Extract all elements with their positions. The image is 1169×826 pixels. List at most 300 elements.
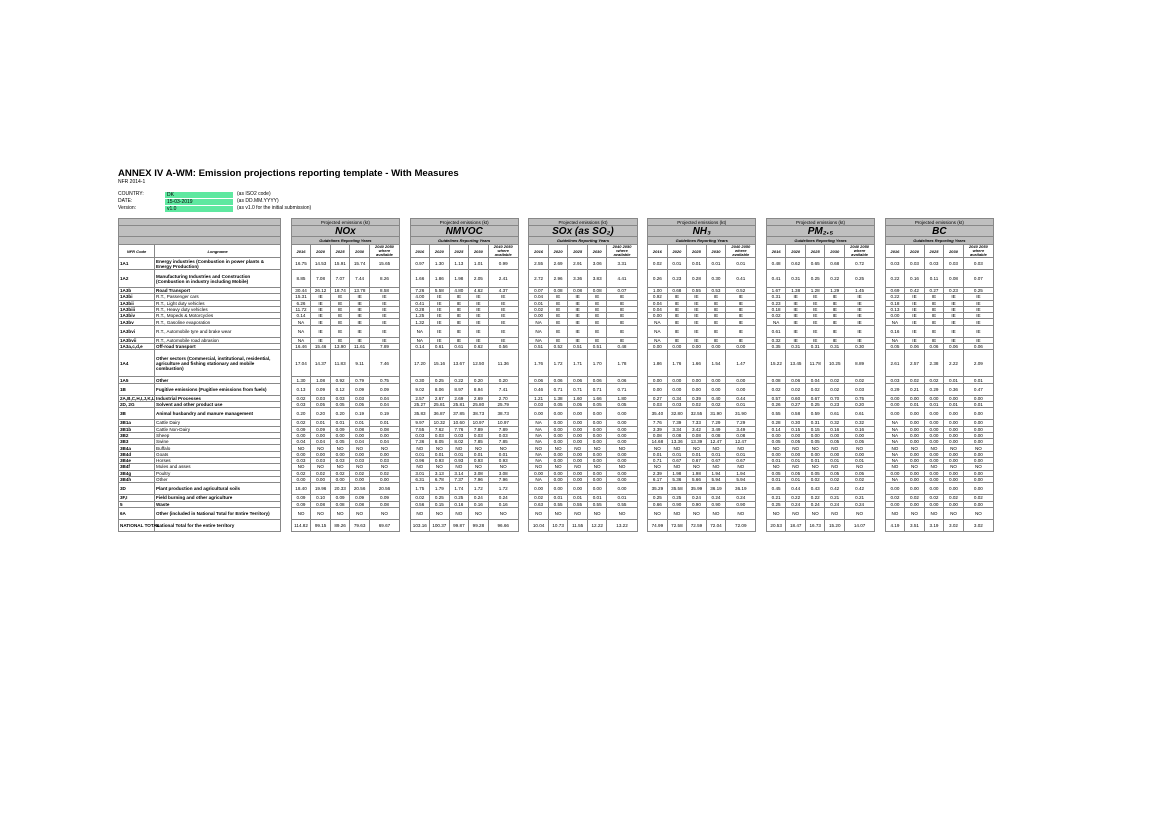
emission-value: 0.20 — [845, 401, 875, 407]
emission-value: 0.03 — [529, 401, 549, 407]
emission-value: 0.02 — [924, 495, 944, 501]
emission-value: 0.61 — [845, 408, 875, 420]
emission-value: IE — [726, 306, 756, 312]
emission-value: 32.80 — [667, 408, 687, 420]
meta-label: DATE: — [118, 198, 133, 204]
emission-value: 13.36 — [667, 439, 687, 445]
emission-value: 0.00 — [944, 432, 964, 438]
emission-value: NO — [587, 464, 607, 470]
emission-value: 0.30 — [786, 420, 806, 426]
emission-value: NO — [330, 464, 350, 470]
emission-value: 0.06 — [905, 344, 925, 350]
emission-value: 72.04 — [706, 519, 726, 531]
emission-value: 0.02 — [369, 470, 399, 476]
emission-value: NO — [766, 464, 786, 470]
nfr-code: 1A4 — [119, 350, 155, 377]
year-header: 2040 2050 where available — [607, 245, 637, 258]
emission-value: 0.92 — [648, 294, 668, 300]
emission-value: 0.66 — [648, 501, 668, 507]
emission-value: 0.00 — [587, 408, 607, 420]
emission-value: IE — [449, 337, 469, 343]
emission-value: 10.97 — [469, 420, 489, 426]
emission-value: 0.00 — [568, 476, 588, 482]
emission-value: 0.30 — [410, 377, 430, 383]
emission-value: IE — [963, 294, 993, 300]
year-header: 2030 — [944, 245, 964, 258]
emission-value: 1.29 — [825, 288, 845, 294]
emission-value: 0.03 — [924, 258, 944, 270]
emission-value: 12.22 — [587, 519, 607, 531]
meta-row — [118, 198, 994, 205]
emission-value: 0.05 — [805, 439, 825, 445]
emission-value: 0.06 — [786, 377, 806, 383]
emission-value: IE — [607, 294, 637, 300]
emission-value: IE — [805, 294, 825, 300]
gap-cell — [756, 483, 767, 495]
longname: Other — [155, 377, 281, 383]
gap-cell — [281, 383, 292, 395]
emission-value: IE — [568, 306, 588, 312]
emission-value: 13.39 — [687, 439, 707, 445]
emission-value: 0.08 — [369, 426, 399, 432]
emission-value: 0.04 — [311, 439, 331, 445]
emission-value: 0.00 — [350, 476, 370, 482]
emission-value: 0.00 — [548, 470, 568, 476]
meta-value[interactable]: v1.0 — [165, 206, 233, 212]
emission-value: 0.03 — [648, 401, 668, 407]
emission-value: 0.00 — [963, 501, 993, 507]
emission-value: IE — [488, 325, 518, 337]
emission-value: 0.00 — [963, 451, 993, 457]
emission-value: 0.03 — [963, 258, 993, 270]
emission-value: 0.25 — [648, 495, 668, 501]
emission-value: 0.04 — [291, 439, 311, 445]
emission-value: 4.37 — [488, 288, 518, 294]
emission-value: NO — [410, 445, 430, 451]
emission-value: IE — [944, 306, 964, 312]
emission-value: 0.05 — [845, 439, 875, 445]
emission-value: 0.09 — [291, 426, 311, 432]
emission-value: 3.83 — [587, 270, 607, 288]
emission-value: 0.01 — [825, 458, 845, 464]
emission-value: NO — [369, 507, 399, 519]
emission-value: 0.57 — [766, 395, 786, 401]
emission-value: IE — [825, 294, 845, 300]
emission-value: 9.11 — [350, 350, 370, 377]
nfr-code-header: NFR Code — [119, 245, 155, 258]
longname: Other sectors (Commercial, institutional, residential, agriculture and fishing stationary and mobile combustion) — [155, 350, 281, 377]
emission-value: 5.66 — [687, 476, 707, 482]
emission-value: 35.40 — [648, 408, 668, 420]
emission-value: 0.05 — [607, 401, 637, 407]
emission-value: IE — [924, 300, 944, 306]
emission-value: 0.00 — [607, 408, 637, 420]
emission-value: 0.20 — [291, 408, 311, 420]
emission-value: IE — [687, 325, 707, 337]
emission-value: NO — [587, 445, 607, 451]
emission-value: 0.00 — [924, 420, 944, 426]
emission-value: 6.31 — [410, 476, 430, 482]
emission-value: 0.00 — [548, 476, 568, 482]
emission-value: IE — [825, 306, 845, 312]
gap-cell — [637, 237, 648, 245]
emission-value: IE — [469, 319, 489, 325]
emission-value: 1.60 — [568, 395, 588, 401]
emission-value: 6.17 — [648, 476, 668, 482]
emission-value: 0.01 — [963, 401, 993, 407]
emission-value: 0.48 — [607, 344, 637, 350]
emission-value: 0.03 — [330, 395, 350, 401]
emission-value: 79.63 — [350, 519, 370, 531]
emission-value: 0.71 — [607, 383, 637, 395]
emission-value: 0.07 — [529, 288, 549, 294]
emission-value: NO — [766, 507, 786, 519]
gap-cell — [875, 519, 886, 531]
emission-value: IE — [924, 306, 944, 312]
emission-value: IE — [568, 313, 588, 319]
nfr-code: 3B4e — [119, 458, 155, 464]
emission-value: NO — [548, 507, 568, 519]
emission-value: 7.46 — [369, 350, 399, 377]
emission-value: 3.51 — [905, 519, 925, 531]
emission-value: 32.55 — [687, 408, 707, 420]
emission-value: IE — [667, 306, 687, 312]
emission-value: IE — [607, 337, 637, 343]
emission-value: 4.80 — [449, 288, 469, 294]
emission-value: IE — [805, 337, 825, 343]
emission-value: NO — [924, 507, 944, 519]
emission-value: NA — [885, 426, 905, 432]
emission-value: 0.03 — [944, 258, 964, 270]
gap-cell — [281, 219, 292, 226]
emission-value: 0.00 — [825, 451, 845, 457]
emission-value: 0.03 — [905, 258, 925, 270]
emission-value: 0.00 — [607, 426, 637, 432]
emission-value: 0.09 — [330, 426, 350, 432]
table-row — [119, 519, 994, 531]
emission-value: 0.00 — [944, 476, 964, 482]
projected-emissions-label: Projected emissions (kt) — [766, 219, 874, 226]
emission-value: 1.25 — [410, 313, 430, 319]
gap-cell — [637, 226, 648, 237]
emission-value: 13.45 — [786, 350, 806, 377]
emission-value: 0.00 — [607, 451, 637, 457]
emission-value: NA — [885, 458, 905, 464]
emission-value: NA — [885, 319, 905, 325]
emission-value: IE — [687, 306, 707, 312]
nfr-code: 1A3b — [119, 288, 155, 294]
gap-cell — [756, 383, 767, 395]
emission-value: 0.02 — [845, 377, 875, 383]
emission-value: 3.49 — [726, 426, 756, 432]
emission-value: 0.02 — [529, 306, 549, 312]
emission-value: 0.29 — [885, 383, 905, 395]
longname: Animal husbandry and manure management — [155, 408, 281, 420]
emission-value: 0.03 — [369, 458, 399, 464]
emission-value: NA — [648, 319, 668, 325]
emission-value: 0.08 — [726, 432, 756, 438]
emission-value: 74.99 — [648, 519, 668, 531]
emission-value: 4.62 — [469, 288, 489, 294]
emission-value: 0.18 — [766, 306, 786, 312]
year-header: 2025 — [687, 245, 707, 258]
emission-value: 0.25 — [845, 270, 875, 288]
emission-value: 3.02 — [944, 519, 964, 531]
emission-value: 0.21 — [845, 495, 875, 501]
emission-value: 5.94 — [726, 476, 756, 482]
gap-cell — [518, 245, 529, 258]
gap-cell — [518, 383, 529, 395]
gap-cell — [518, 519, 529, 531]
emission-value: 0.00 — [885, 483, 905, 495]
emission-value: 0.00 — [905, 426, 925, 432]
emission-value: 0.13 — [291, 383, 311, 395]
emission-value: 7.76 — [648, 420, 668, 426]
nfr-code: 1A3bii — [119, 300, 155, 306]
emission-value: NO — [469, 507, 489, 519]
emission-value: 9.02 — [410, 383, 430, 395]
nfr-code: 3B2 — [119, 432, 155, 438]
emission-value: 0.03 — [291, 401, 311, 407]
emission-value: NO — [548, 464, 568, 470]
longname: Poultry — [155, 470, 281, 476]
emission-value: 0.62 — [786, 258, 806, 270]
emission-value: 0.31 — [786, 344, 806, 350]
emission-value: 72.09 — [726, 519, 756, 531]
emission-value: 0.01 — [805, 458, 825, 464]
emission-value: 0.09 — [291, 495, 311, 501]
emission-value: 0.00 — [726, 344, 756, 350]
emission-value: 1.75 — [410, 483, 430, 495]
emission-value: 0.24 — [687, 495, 707, 501]
emission-value: NO — [667, 507, 687, 519]
emission-value: IE — [726, 313, 756, 319]
gap-cell — [518, 237, 529, 245]
emission-value: 0.99 — [488, 258, 518, 270]
emission-value: 3.01 — [410, 470, 430, 476]
emission-value: 0.27 — [648, 395, 668, 401]
emission-value: IE — [805, 313, 825, 319]
emission-value: 0.01 — [469, 451, 489, 457]
emission-value: 3.39 — [648, 426, 668, 432]
emission-value: 0.00 — [311, 476, 331, 482]
emission-value: 0.97 — [410, 258, 430, 270]
emission-value: 0.16 — [905, 270, 925, 288]
emission-value: NO — [311, 464, 331, 470]
emission-value: IE — [963, 306, 993, 312]
emission-value: IE — [568, 325, 588, 337]
emission-value: 0.00 — [924, 426, 944, 432]
year-header: 2016 — [885, 245, 905, 258]
emission-value: 0.24 — [786, 501, 806, 507]
year-header: 2016 — [648, 245, 668, 258]
emission-value: 12.47 — [726, 439, 756, 445]
emission-value: 0.04 — [350, 439, 370, 445]
emission-value: IE — [587, 337, 607, 343]
emission-value: 0.01 — [706, 451, 726, 457]
gap-cell — [281, 270, 292, 288]
emission-value: 0.00 — [330, 451, 350, 457]
emission-value: 0.42 — [825, 483, 845, 495]
year-header: 2030 — [469, 245, 489, 258]
emission-value: 0.02 — [825, 377, 845, 383]
emission-value: 0.08 — [944, 270, 964, 288]
emission-value: IE — [430, 313, 450, 319]
emission-value: 2.69 — [449, 395, 469, 401]
emission-value: 0.21 — [825, 495, 845, 501]
emission-value: 0.01 — [311, 420, 331, 426]
emission-value: 3.13 — [430, 470, 450, 476]
emission-value: IE — [587, 313, 607, 319]
emission-value: 0.23 — [667, 270, 687, 288]
emission-value: 7.76 — [449, 426, 469, 432]
emission-value: 4.41 — [607, 270, 637, 288]
nfr-code: 3B4f — [119, 464, 155, 470]
emission-value: 0.00 — [311, 451, 331, 457]
emission-value: NO — [330, 507, 350, 519]
emission-value: 0.00 — [924, 470, 944, 476]
nfr-code: 3B1a — [119, 420, 155, 426]
emission-value: 0.32 — [825, 420, 845, 426]
emission-value: 25.79 — [488, 401, 518, 407]
emission-value: 15.16 — [430, 350, 450, 377]
emission-value: 0.03 — [449, 432, 469, 438]
emission-value: IE — [944, 300, 964, 306]
emission-value: 0.96 — [410, 458, 430, 464]
emission-value: 1.13 — [449, 258, 469, 270]
emission-value: 0.25 — [449, 495, 469, 501]
emission-value: 0.05 — [587, 401, 607, 407]
emission-value: 0.01 — [786, 458, 806, 464]
emission-value: 0.00 — [568, 439, 588, 445]
projected-emissions-label: Projected emissions (kt) — [885, 219, 993, 226]
emission-value: 10.60 — [449, 420, 469, 426]
meta-value[interactable]: DK — [165, 192, 233, 198]
emission-value: 0.00 — [905, 470, 925, 476]
emission-value: NO — [648, 445, 668, 451]
emission-value: 6.78 — [430, 476, 450, 482]
emission-value: 0.16 — [488, 501, 518, 507]
emission-value: NO — [905, 464, 925, 470]
emission-value: IE — [548, 294, 568, 300]
emission-value: IE — [548, 319, 568, 325]
emission-value: 1.01 — [469, 258, 489, 270]
nfr-version: NFR 2014-1 — [118, 179, 146, 185]
emission-value: 0.51 — [568, 344, 588, 350]
emission-value: 0.05 — [330, 439, 350, 445]
gap-cell — [400, 507, 411, 519]
nfr-code: 3B3 — [119, 439, 155, 445]
emission-value: 1.76 — [667, 350, 687, 377]
emission-value: 0.02 — [963, 495, 993, 501]
header-row-pollutant — [119, 226, 994, 237]
emission-value: 0.15 — [805, 426, 825, 432]
guidelines-label: Guidelines Reporting Years — [410, 237, 518, 245]
emission-value: IE — [488, 294, 518, 300]
emission-value: 14.37 — [311, 350, 331, 377]
emission-value: 2.09 — [963, 350, 993, 377]
emission-value: 0.00 — [607, 476, 637, 482]
emission-value: 0.02 — [529, 495, 549, 501]
emission-value: NO — [449, 507, 469, 519]
projected-emissions-label: Projected emissions (kt) — [648, 219, 756, 226]
table-row — [119, 507, 994, 519]
emission-value: 0.01 — [430, 451, 450, 457]
nfr-code: 1A3a,c,d,e — [119, 344, 155, 350]
emission-value: 0.09 — [330, 495, 350, 501]
emission-value: 11.36 — [488, 350, 518, 377]
emission-value: 0.28 — [410, 306, 430, 312]
emission-value: IE — [825, 313, 845, 319]
emission-value: IE — [687, 337, 707, 343]
emission-value: 0.00 — [587, 451, 607, 457]
emission-value: 1.70 — [587, 350, 607, 377]
emission-value: 3.08 — [469, 470, 489, 476]
emission-value: IE — [687, 313, 707, 319]
emission-value: IE — [548, 313, 568, 319]
emission-value: 2.91 — [568, 258, 588, 270]
guidelines-label: Guidelines Reporting Years — [648, 237, 756, 245]
emission-value: 0.00 — [924, 395, 944, 401]
emission-value: 0.75 — [369, 377, 399, 383]
gap-cell — [518, 507, 529, 519]
emission-value: 0.27 — [786, 401, 806, 407]
nfr-code: NATIONAL TOTAL — [119, 519, 155, 531]
gap-cell — [400, 325, 411, 337]
year-header: 2030 — [706, 245, 726, 258]
emission-value: 0.58 — [786, 408, 806, 420]
emission-value: 0.71 — [568, 383, 588, 395]
emission-value: 0.16 — [449, 501, 469, 507]
meta-value[interactable]: 15-03-2019 — [165, 199, 233, 205]
year-header: 2025 — [568, 245, 588, 258]
emission-value: 0.00 — [369, 476, 399, 482]
emission-value: 0.00 — [963, 476, 993, 482]
emission-value: 0.01 — [706, 258, 726, 270]
nfr-code: 1A3bv — [119, 319, 155, 325]
emission-value: 5.94 — [706, 476, 726, 482]
emission-value: 11.72 — [291, 306, 311, 312]
emission-value: 0.00 — [291, 432, 311, 438]
emission-value: 0.30 — [706, 270, 726, 288]
emission-value: 2.72 — [529, 270, 549, 288]
emission-value: 0.25 — [766, 501, 786, 507]
emission-value: 0.05 — [786, 439, 806, 445]
emission-value: 0.02 — [825, 383, 845, 395]
emission-value: 9.97 — [410, 420, 430, 426]
emission-value: 0.04 — [369, 439, 399, 445]
emission-value: 1.32 — [410, 319, 430, 325]
gap-cell — [518, 325, 529, 337]
emission-value: 0.23 — [944, 288, 964, 294]
emission-value: 0.00 — [845, 451, 875, 457]
emission-value: 14.68 — [648, 439, 668, 445]
emission-value: 5.36 — [667, 476, 687, 482]
emission-value: 0.90 — [706, 501, 726, 507]
emission-value: 0.00 — [648, 344, 668, 350]
emission-value: 0.00 — [924, 408, 944, 420]
emission-value: 3.19 — [924, 519, 944, 531]
emission-value: 0.59 — [805, 408, 825, 420]
emission-value: NO — [488, 507, 518, 519]
emission-value: NO — [311, 507, 331, 519]
emission-value: 0.25 — [805, 401, 825, 407]
table-row — [119, 258, 994, 270]
emission-value: 8.26 — [369, 270, 399, 288]
emission-value: 0.02 — [350, 470, 370, 476]
emission-value: 0.04 — [648, 300, 668, 306]
emission-value: 0.00 — [548, 426, 568, 432]
